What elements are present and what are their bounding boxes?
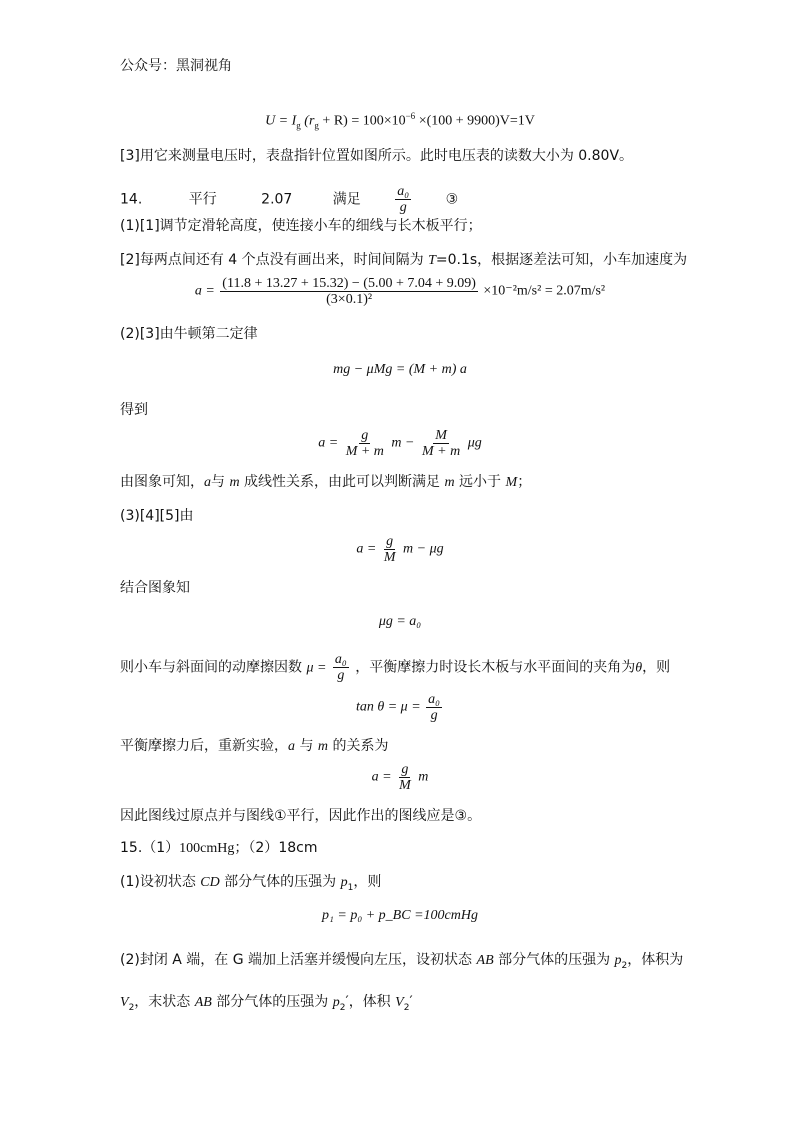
equation-p1: p₁ = p₀ + p_BC =100cmHg	[322, 908, 478, 923]
answer-15-part1-line: (1)设初状态 CD 部分气体的压强为 $p_1$，则	[120, 874, 382, 893]
answer-14-fraction: $\frac{\text{a₀}}{g}$	[397, 184, 410, 215]
answer-15-line: 15.（1）100cmHg；（2）18cm	[120, 840, 318, 856]
answer-14-circled-three: ③	[445, 191, 459, 208]
page-header: 公众号：黑洞视角	[120, 58, 232, 74]
equation-tan-theta: tan θ = μ = $\frac{\text{a₀}}{g}$	[355, 692, 441, 723]
answer-15-part2-line-b: $V_2$，末状态 AB 部分气体的压强为 $p_2'$，体积 $V_2'$	[120, 994, 413, 1013]
equation-newton: mg − μMg = (M + m) a	[333, 362, 467, 377]
friction-coefficient-line: 则小车与斜面间的动摩擦因数 μ = $\frac{\text{a₀}}{g}$ ，平衡摩擦力时设长木板与水平面间的夹角为θ，则	[120, 652, 671, 683]
equation-a-first: a = $\frac{g}{M + m}$ m − $\frac{M}{M + m}$ μg	[318, 428, 482, 459]
balance-friction-line: 平衡摩擦力后，重新实验，a 与 m 的关系为	[120, 738, 389, 754]
conclusion-line: 因此图线过原点并与图线①平行，因此作出的图线应是③。	[120, 808, 482, 824]
step-4-line: (3)[4][5]由	[120, 508, 194, 524]
answer-14-parallel: 平行	[188, 191, 217, 208]
equation-mu-g: μg = a₀	[378, 614, 422, 629]
answer-14-accel: 2.07	[261, 191, 293, 208]
equation-acceleration: a = $\frac{(11.8 + 13.27 + 15.32) - (5.00 + 7.04 + 9.09)}{\text{(3×0.1)²}}$ ×10⁻²m/s² = 2.07m/s²	[194, 276, 606, 307]
step-1-line: (1)[1]调节定滑轮高度，使连接小车的细线与长木板平行；	[120, 218, 482, 234]
step-2-line: [2]每两点间还有 4 个点没有画出来，时间间隔为 T=0.1s，根据逐差法可知，小车加速度为	[120, 252, 688, 268]
answer-14-number: 14.	[120, 191, 143, 208]
equation-voltage: $U = I_g$ $(r_g + R) = 100\times 10^{-6} \times(100 + 9900)V=1V$	[265, 111, 535, 131]
answer-14-satisfy: 满足	[332, 191, 361, 208]
voltmeter-reading-line: [3]用它来测量电压时，表盘指针位置如图所示。此时电压表的读数大小为 0.80V。	[120, 148, 634, 164]
equation-a-second: a = $\frac{g}{M}$ m − μg	[356, 534, 444, 565]
derive-label: 得到	[120, 402, 148, 418]
graph-analysis-line: 由图象可知，a与 m 成线性关系，由此可以判断满足 m 远小于 M；	[120, 474, 532, 490]
combine-graph-line: 结合图象知	[120, 580, 190, 596]
answer-15-part2-line-a: (2)封闭 A 端，在 G 端加上活塞并缓慢向左压，设初状态 AB 部分气体的压强为 $p_2$，体积为	[120, 952, 684, 971]
answer-14-line	[120, 184, 458, 215]
step-3-line: (2)[3]由牛顿第二定律	[120, 326, 258, 342]
equation-a-third: a = $\frac{g}{M}$ m	[371, 762, 429, 793]
